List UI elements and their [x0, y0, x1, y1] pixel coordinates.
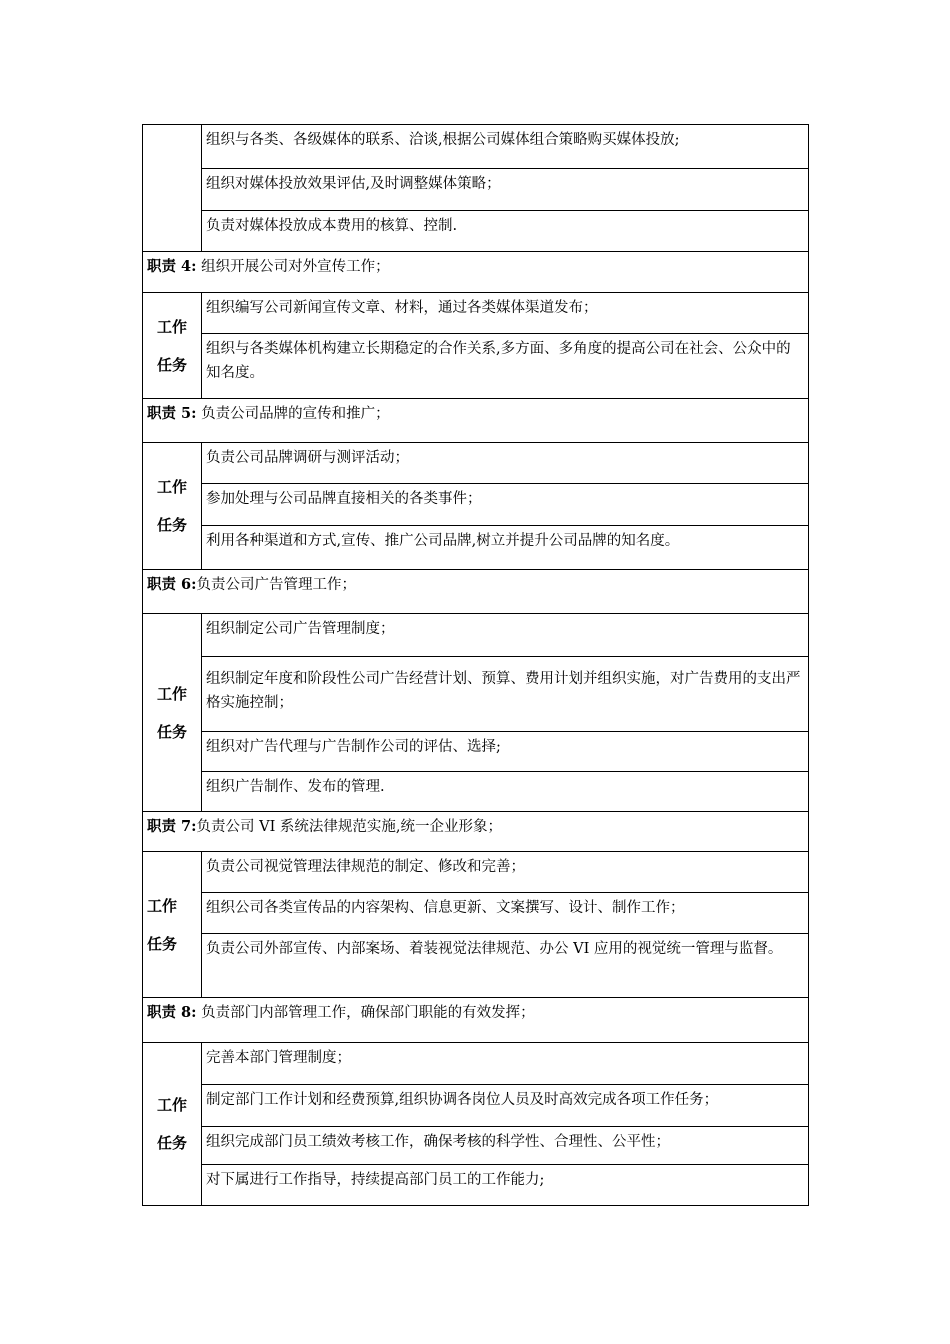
task-row [143, 526, 809, 570]
duty-key: 职责 4: [147, 258, 197, 275]
duty-heading [143, 998, 809, 1043]
task-label-line: 任务 [156, 722, 187, 741]
task-label-cell [143, 125, 202, 252]
task-row [143, 1165, 809, 1206]
task-item: 利用各种渠道和方式,宣传、推广公司品牌,树立并提升公司品牌的知名度。 [202, 526, 809, 570]
task-item: 制定部门工作计划和经费预算,组织协调各岗位人员及时高效完成各项工作任务； [202, 1085, 809, 1127]
task-item: 对下属进行工作指导，持续提高部门员工的工作能力; [202, 1165, 809, 1206]
task-label-line: 任务 [156, 516, 187, 534]
task-label-line: 任务 [156, 1134, 187, 1152]
task-row [143, 614, 809, 657]
duty-text: 负责公司品牌的宣传和推广； [196, 406, 390, 422]
task-label-line: 工作 [156, 1096, 187, 1114]
duty-text: 负责部门内部管理工作，确保部门职能的有效发挥； [196, 1005, 535, 1021]
task-item: 组织公司各类宣传品的内容架构、信息更新、文案撰写、设计、制作工作； [202, 893, 809, 934]
task-row [143, 1043, 809, 1085]
task-item: 负责对媒体投放成本费用的核算、控制. [202, 211, 809, 252]
duty-row [143, 570, 809, 614]
task-row [143, 334, 809, 399]
duty-key: 职责 8: [147, 1004, 197, 1021]
task-item: 参加处理与公司品牌直接相关的各类事件； [202, 484, 809, 526]
task-row [143, 732, 809, 772]
task-label-line: 任务 [147, 934, 178, 953]
duty-key: 职责 7: [147, 818, 197, 835]
task-item: 完善本部门管理制度； [202, 1043, 809, 1085]
task-row [143, 1085, 809, 1127]
task-row [143, 657, 809, 732]
task-label-line: 工作 [156, 684, 187, 703]
task-label-cell [143, 1043, 202, 1206]
task-label-cell [143, 852, 202, 998]
task-row [143, 1127, 809, 1165]
task-row [143, 125, 809, 169]
task-label-cell [143, 443, 202, 570]
task-label-line: 工作 [156, 317, 187, 336]
task-row [143, 772, 809, 812]
task-label-cell [143, 614, 202, 812]
duty-heading [143, 812, 809, 852]
task-label-line: 工作 [156, 478, 187, 496]
task-row [143, 484, 809, 526]
duty-table [142, 124, 809, 1206]
duty-row [143, 998, 809, 1043]
duty-document [142, 124, 808, 1206]
task-item: 组织与各类、各级媒体的联系、洽谈,根据公司媒体组合策略购买媒体投放; [202, 125, 809, 169]
task-label-line: 任务 [156, 355, 187, 374]
duty-text: 负责公司 VI 系统法律规范实施,统一企业形象； [196, 819, 503, 835]
task-item: 组织与各类媒体机构建立长期稳定的合作关系,多方面、多角度的提高公司在社会、公众中的知名度。 [202, 334, 809, 399]
task-row [143, 293, 809, 334]
task-item: 组织对广告代理与广告制作公司的评估、选择; [202, 732, 809, 772]
task-item: 负责公司外部宣传、内部案场、着装视觉法律规范、办公 VI 应用的视觉统一管理与监督。 [202, 934, 809, 998]
task-row [143, 893, 809, 934]
duty-heading [143, 399, 809, 443]
duty-text: 组织开展公司对外宣传工作； [196, 259, 390, 275]
duty-heading [143, 570, 809, 614]
duty-row [143, 812, 809, 852]
duty-row [143, 399, 809, 443]
duty-key: 职责 6: [147, 576, 197, 593]
task-item: 组织广告制作、发布的管理. [202, 772, 809, 812]
duty-row [143, 252, 809, 293]
duty-text: 负责公司广告管理工作； [196, 577, 356, 593]
task-row [143, 852, 809, 893]
duty-heading [143, 252, 809, 293]
task-item: 组织对媒体投放效果评估,及时调整媒体策略； [202, 169, 809, 211]
task-item: 组织编写公司新闻宣传文章、材料，通过各类媒体渠道发布； [202, 293, 809, 334]
task-item: 负责公司品牌调研与测评活动； [202, 443, 809, 484]
task-row [143, 934, 809, 998]
task-item: 组织完成部门员工绩效考核工作，确保考核的科学性、合理性、公平性； [202, 1127, 809, 1165]
task-item: 组织制定年度和阶段性公司广告经营计划、预算、费用计划并组织实施，对广告费用的支出严格实施控制； [202, 657, 809, 732]
task-label-cell [143, 293, 202, 399]
task-item: 负责公司视觉管理法律规范的制定、修改和完善； [202, 852, 809, 893]
task-row [143, 169, 809, 211]
task-item: 组织制定公司广告管理制度； [202, 614, 809, 657]
duty-key: 职责 5: [147, 405, 197, 422]
task-row [143, 443, 809, 484]
task-label-line: 工作 [147, 896, 178, 915]
task-row [143, 211, 809, 252]
